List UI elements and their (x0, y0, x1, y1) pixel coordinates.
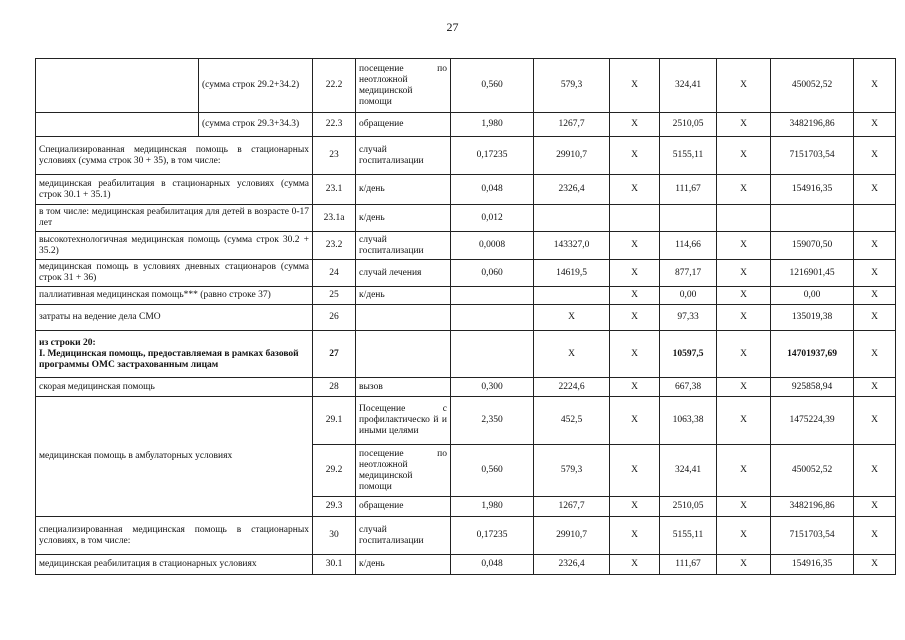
cell-c9: 135019,38 (771, 305, 854, 331)
cell-c10: Х (854, 59, 896, 113)
cell-c4: 0,048 (451, 555, 534, 575)
row-code: 23 (313, 137, 356, 175)
cell-c9: 1216901,45 (771, 260, 854, 287)
cell-c5: 2224,6 (534, 378, 610, 397)
cell-c7: 111,67 (660, 175, 717, 205)
cell-c5: 29910,7 (534, 137, 610, 175)
cell-c7: 667,38 (660, 378, 717, 397)
cell-c10: Х (854, 397, 896, 445)
cell-c6: Х (610, 378, 660, 397)
row-name: Специализированная медицинская помощь в стационарных условиях (сумма строк 30 + 35), в том числе: (36, 137, 313, 175)
cell-c8: Х (717, 445, 771, 497)
cell-c4: 0,048 (451, 175, 534, 205)
cell-c9: 7151703,54 (771, 517, 854, 555)
table-row (36, 260, 896, 287)
cell-c10: Х (854, 378, 896, 397)
cell-c9: 3482196,86 (771, 113, 854, 137)
table-row (36, 113, 896, 137)
table-row (36, 232, 896, 260)
cell-c4: 0,0008 (451, 232, 534, 260)
cell-c8: Х (717, 113, 771, 137)
cell-c4: 0,17235 (451, 137, 534, 175)
table-row (36, 137, 896, 175)
cell-c8: Х (717, 305, 771, 331)
row-code: 23.1а (313, 205, 356, 232)
row-code: 27 (313, 331, 356, 378)
cell-c5: 579,3 (534, 59, 610, 113)
cell-c6: Х (610, 305, 660, 331)
cell-c10: Х (854, 517, 896, 555)
row-name: затраты на ведение дела СМО (36, 305, 313, 331)
cell-c10: Х (854, 175, 896, 205)
cell-c9: 14701937,69 (771, 331, 854, 378)
cell-c7: 2510,05 (660, 497, 717, 517)
cell-c9: 450052,52 (771, 445, 854, 497)
cell-c10 (854, 205, 896, 232)
cell-c5: 452,5 (534, 397, 610, 445)
cell-c10: Х (854, 497, 896, 517)
cell-c7: 877,17 (660, 260, 717, 287)
cell-c4: 0,17235 (451, 517, 534, 555)
cell-c5: Х (534, 305, 610, 331)
row-unit: к/день (356, 287, 451, 305)
cell-c4: 0,012 (451, 205, 534, 232)
cell-c6: Х (610, 137, 660, 175)
cell-c5: 2326,4 (534, 555, 610, 575)
row-code: 29.3 (313, 497, 356, 517)
row-unit: к/день (356, 555, 451, 575)
cell-c8: Х (717, 232, 771, 260)
cell-c7: 114,66 (660, 232, 717, 260)
row-unit: посещение по неотложной медицинской помощи (356, 445, 451, 497)
cell-c7: 1063,38 (660, 397, 717, 445)
row-code: 29.2 (313, 445, 356, 497)
cell-c7: 324,41 (660, 445, 717, 497)
row-name: медицинская реабилитация в стационарных условиях (36, 555, 313, 575)
cell-c8: Х (717, 397, 771, 445)
cell-c9: 0,00 (771, 287, 854, 305)
cell-c6 (610, 205, 660, 232)
page-number: 27 (446, 20, 459, 34)
row-name: высокотехнологичная медицинская помощь (сумма строк 30.2 + 35.2) (36, 232, 313, 260)
row-unit (356, 305, 451, 331)
row-code: 22.3 (313, 113, 356, 137)
row-unit: случай лечения (356, 260, 451, 287)
row-name: скорая медицинская помощь (36, 378, 313, 397)
cell-c8: Х (717, 287, 771, 305)
cell-c8: Х (717, 175, 771, 205)
cell-c7: 111,67 (660, 555, 717, 575)
cell-c7: 97,33 (660, 305, 717, 331)
cell-c7 (660, 205, 717, 232)
row-code: 23.1 (313, 175, 356, 205)
section-title: I. Медицинская помощь, предоставляемая в рамках базовой программы ОМС застрахованным лицам (39, 348, 299, 370)
cell-c7: 0,00 (660, 287, 717, 305)
cell-c10: Х (854, 137, 896, 175)
cell-c5: 29910,7 (534, 517, 610, 555)
empty-cell (36, 59, 199, 113)
cell-c9: 154916,35 (771, 175, 854, 205)
cell-c10: Х (854, 305, 896, 331)
row-name: специализированная медицинская помощь в стационарных условиях, в том числе: (36, 517, 313, 555)
cell-c8: Х (717, 331, 771, 378)
cell-c5: 2326,4 (534, 175, 610, 205)
cell-c8: Х (717, 497, 771, 517)
table-row (36, 555, 896, 575)
cell-c10: Х (854, 287, 896, 305)
row-name: в том числе: медицинская реабилитация для детей в возрасте 0-17 лет (36, 205, 313, 232)
cell-c7: 2510,05 (660, 113, 717, 137)
row-unit (356, 331, 451, 378)
table-row (36, 378, 896, 397)
cell-c6: Х (610, 555, 660, 575)
cell-c8: Х (717, 260, 771, 287)
cell-c9: 159070,50 (771, 232, 854, 260)
cell-c4 (451, 305, 534, 331)
row-code: 30 (313, 517, 356, 555)
row-code: 23.2 (313, 232, 356, 260)
row-unit: обращение (356, 497, 451, 517)
row-code: 26 (313, 305, 356, 331)
cell-c6: Х (610, 59, 660, 113)
section-heading (36, 331, 313, 378)
cell-c9: 925858,94 (771, 378, 854, 397)
cell-c5 (534, 205, 610, 232)
cell-c9: 3482196,86 (771, 497, 854, 517)
row-name: медицинская помощь в условиях дневных стационаров (сумма строк 31 + 36) (36, 260, 313, 287)
table-row (36, 331, 896, 378)
cell-c4: 0,060 (451, 260, 534, 287)
cell-c9: 450052,52 (771, 59, 854, 113)
row-name: медицинская реабилитация в стационарных условиях (сумма строк 30.1 + 35.1) (36, 175, 313, 205)
section-intro: из строки 20: (39, 337, 96, 348)
cell-c4: 0,560 (451, 445, 534, 497)
cell-c6: Х (610, 517, 660, 555)
cell-c10: Х (854, 445, 896, 497)
cell-c8: Х (717, 59, 771, 113)
cell-c4: 0,300 (451, 378, 534, 397)
row-unit: Посещение с профилактическо й и иными целями (356, 397, 451, 445)
cell-c6: Х (610, 445, 660, 497)
cell-c6: Х (610, 232, 660, 260)
row-sub-label: (сумма строк 29.3+34.3) (199, 113, 313, 137)
row-code: 22.2 (313, 59, 356, 113)
cell-c8: Х (717, 137, 771, 175)
cell-c10: Х (854, 260, 896, 287)
row-code: 24 (313, 260, 356, 287)
cell-c6: Х (610, 175, 660, 205)
cell-c5 (534, 287, 610, 305)
cell-c5: 1267,7 (534, 497, 610, 517)
row-unit: к/день (356, 205, 451, 232)
row-unit: обращение (356, 113, 451, 137)
row-name: медицинская помощь в амбулаторных условиях (36, 397, 313, 517)
cell-c8: Х (717, 555, 771, 575)
cell-c9: 7151703,54 (771, 137, 854, 175)
cell-c5: 579,3 (534, 445, 610, 497)
cell-c6: Х (610, 113, 660, 137)
row-sub-label: (сумма строк 29.2+34.2) (199, 59, 313, 113)
table-row (36, 517, 896, 555)
cell-c10: Х (854, 331, 896, 378)
cell-c7: 5155,11 (660, 517, 717, 555)
cell-c7: 5155,11 (660, 137, 717, 175)
row-unit: случай госпитализации (356, 232, 451, 260)
cell-c10: Х (854, 113, 896, 137)
cell-c6: Х (610, 287, 660, 305)
row-unit: к/день (356, 175, 451, 205)
empty-cell (36, 113, 199, 137)
cell-c9 (771, 205, 854, 232)
row-name: паллиативная медицинская помощь*** (равно строке 37) (36, 287, 313, 305)
row-code: 30.1 (313, 555, 356, 575)
cell-c5: 143327,0 (534, 232, 610, 260)
cell-c6: Х (610, 260, 660, 287)
table-row (36, 397, 896, 445)
row-unit: случай госпитализации (356, 517, 451, 555)
row-code: 28 (313, 378, 356, 397)
table-row (36, 175, 896, 205)
table-row (36, 287, 896, 305)
cell-c5: 14619,5 (534, 260, 610, 287)
cell-c6: Х (610, 397, 660, 445)
cell-c8 (717, 205, 771, 232)
row-code: 25 (313, 287, 356, 305)
cell-c4 (451, 287, 534, 305)
cell-c9: 1475224,39 (771, 397, 854, 445)
cell-c7: 10597,5 (660, 331, 717, 378)
row-unit: посещение по неотложной медицинской помощи (356, 59, 451, 113)
cell-c4 (451, 331, 534, 378)
cell-c4: 0,560 (451, 59, 534, 113)
table-row (36, 305, 896, 331)
cell-c8: Х (717, 517, 771, 555)
row-code: 29.1 (313, 397, 356, 445)
cell-c5: 1267,7 (534, 113, 610, 137)
row-unit: случай госпитализации (356, 137, 451, 175)
cell-c4: 1,980 (451, 497, 534, 517)
cell-c5: Х (534, 331, 610, 378)
table-row (36, 59, 896, 113)
data-table (35, 58, 896, 575)
cell-c6: Х (610, 497, 660, 517)
cell-c8: Х (717, 378, 771, 397)
table-row (36, 205, 896, 232)
cell-c10: Х (854, 232, 896, 260)
row-unit: вызов (356, 378, 451, 397)
cell-c10: Х (854, 555, 896, 575)
cell-c6: Х (610, 331, 660, 378)
cell-c9: 154916,35 (771, 555, 854, 575)
cell-c4: 2,350 (451, 397, 534, 445)
cell-c7: 324,41 (660, 59, 717, 113)
cell-c4: 1,980 (451, 113, 534, 137)
